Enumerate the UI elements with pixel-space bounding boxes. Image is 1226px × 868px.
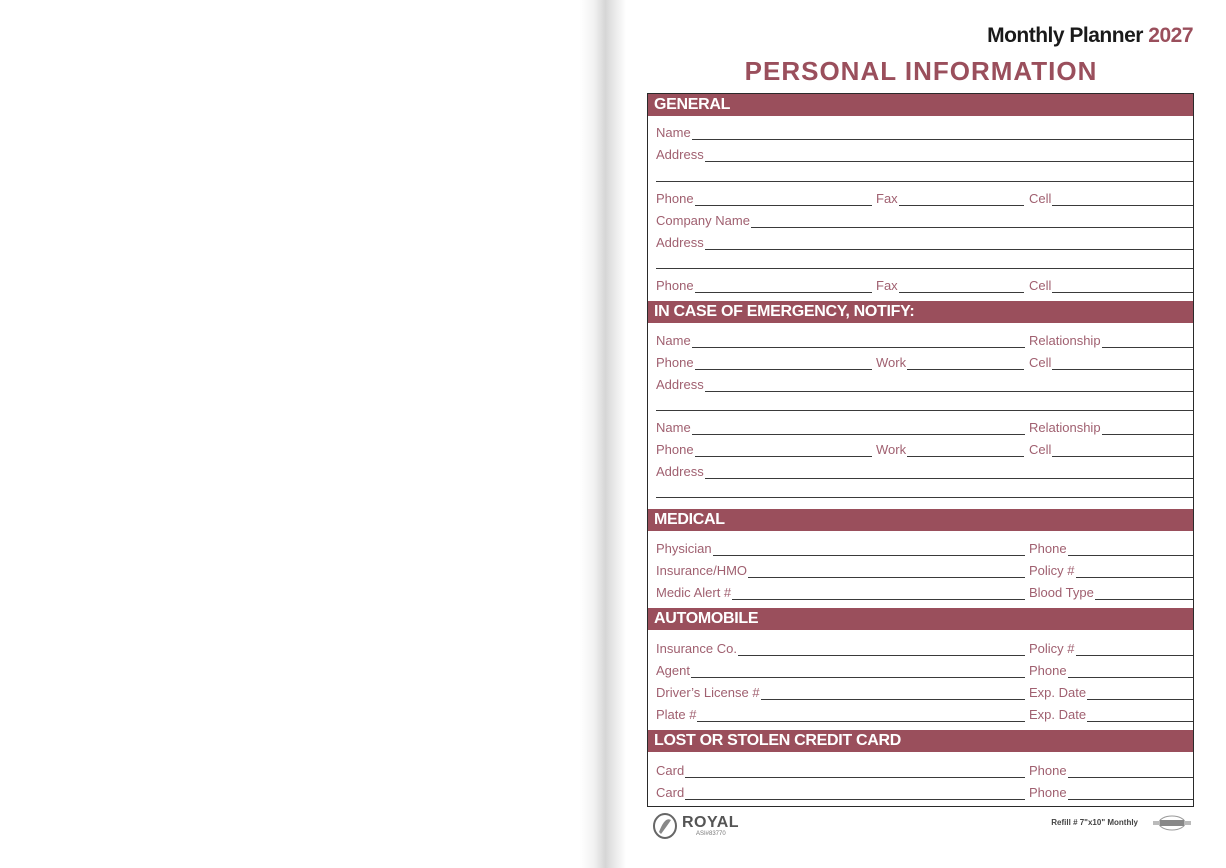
card-2-field[interactable] bbox=[656, 785, 1025, 800]
emergency-2-phone-row bbox=[648, 442, 1193, 457]
auto-license-exp-field[interactable] bbox=[1029, 685, 1193, 700]
emergency-1-work-field[interactable] bbox=[876, 355, 1024, 370]
general-fax-field[interactable] bbox=[876, 191, 1024, 206]
medical-blood-type-field[interactable] bbox=[1029, 585, 1193, 600]
field-label: Cell bbox=[1029, 191, 1052, 206]
field-label: Cell bbox=[1029, 442, 1052, 457]
royal-logo bbox=[651, 812, 739, 840]
emergency-1-phone-row bbox=[648, 355, 1193, 370]
emergency-1-cell-field[interactable] bbox=[1029, 355, 1193, 370]
field-label: Card bbox=[656, 785, 685, 800]
general-company-address-line-2[interactable] bbox=[656, 268, 1193, 269]
card-1-phone-field[interactable] bbox=[1029, 763, 1193, 778]
medical-alert-field[interactable] bbox=[656, 585, 1025, 600]
emergency-1-phone-field[interactable] bbox=[656, 355, 872, 370]
general-company-phone-row bbox=[648, 278, 1193, 293]
field-label: Name bbox=[656, 125, 691, 140]
emergency-2-address-field[interactable] bbox=[656, 464, 1193, 479]
section-emergency-header: IN CASE OF EMERGENCY, NOTIFY: bbox=[648, 301, 1193, 323]
medical-insurance-field[interactable] bbox=[656, 563, 1025, 578]
planner-year: 2027 bbox=[1148, 24, 1193, 47]
field-label: Phone bbox=[656, 278, 694, 293]
field-label: Address bbox=[656, 235, 704, 250]
emergency-2-phone-field[interactable] bbox=[656, 442, 872, 457]
medical-policy-field[interactable] bbox=[1029, 563, 1193, 578]
general-company-row bbox=[648, 213, 1193, 228]
field-label: Policy # bbox=[1029, 641, 1075, 656]
auto-phone-field[interactable] bbox=[1029, 663, 1193, 678]
general-company-field[interactable] bbox=[656, 213, 1193, 228]
card-2-row bbox=[648, 785, 1193, 800]
field-label: Cell bbox=[1029, 278, 1052, 293]
auto-policy-field[interactable] bbox=[1029, 641, 1193, 656]
field-label: Phone bbox=[656, 191, 694, 206]
auto-agent-field[interactable] bbox=[656, 663, 1025, 678]
field-label: Policy # bbox=[1029, 563, 1075, 578]
general-address-line-2[interactable] bbox=[656, 181, 1193, 182]
field-label: Exp. Date bbox=[1029, 707, 1087, 722]
section-credit-card-header: LOST OR STOLEN CREDIT CARD bbox=[648, 730, 1193, 752]
field-label: Work bbox=[876, 442, 907, 457]
general-phone-row bbox=[648, 191, 1193, 206]
general-company-fax-field[interactable] bbox=[876, 278, 1024, 293]
auto-agent-row bbox=[648, 663, 1193, 678]
auto-license-row bbox=[648, 685, 1193, 700]
general-company-address-field[interactable] bbox=[656, 235, 1193, 250]
emergency-2-name-field[interactable] bbox=[656, 420, 1025, 435]
planner-title bbox=[987, 24, 1193, 48]
page-title: PERSONAL INFORMATION bbox=[744, 56, 1098, 86]
general-phone-field[interactable] bbox=[656, 191, 872, 206]
field-label: Relationship bbox=[1029, 333, 1101, 348]
field-label: Exp. Date bbox=[1029, 685, 1087, 700]
personal-info-form bbox=[647, 93, 1194, 807]
field-label: Name bbox=[656, 420, 691, 435]
section-general-header: GENERAL bbox=[648, 94, 1193, 116]
medical-alert-row bbox=[648, 585, 1193, 600]
field-label: Fax bbox=[876, 191, 898, 206]
medical-insurance-row bbox=[648, 563, 1193, 578]
medical-physician-row bbox=[648, 541, 1193, 556]
field-label: Card bbox=[656, 763, 685, 778]
general-cell-field[interactable] bbox=[1029, 191, 1193, 206]
planner-page bbox=[626, 0, 1226, 868]
field-label: Address bbox=[656, 377, 704, 392]
emergency-2-address-row bbox=[648, 464, 1193, 479]
field-label: Company Name bbox=[656, 213, 750, 228]
auto-license-field[interactable] bbox=[656, 685, 1025, 700]
emergency-2-name-row bbox=[648, 420, 1193, 435]
field-label: Phone bbox=[656, 355, 694, 370]
field-label: Work bbox=[876, 355, 907, 370]
royal-swirl-icon bbox=[651, 812, 679, 840]
general-name-field[interactable] bbox=[656, 125, 1193, 140]
field-label: Agent bbox=[656, 663, 690, 678]
refill-text: Refill # 7"x10" Monthly bbox=[1051, 818, 1138, 827]
auto-insurance-field[interactable] bbox=[656, 641, 1025, 656]
section-medical-header: MEDICAL bbox=[648, 509, 1193, 531]
general-address-field[interactable] bbox=[656, 147, 1193, 162]
field-label: Address bbox=[656, 147, 704, 162]
planner-name: Monthly Planner bbox=[987, 24, 1143, 47]
emergency-2-relationship-field[interactable] bbox=[1029, 420, 1193, 435]
auto-plate-row bbox=[648, 707, 1193, 722]
general-company-address-row bbox=[648, 235, 1193, 250]
emergency-1-name-field[interactable] bbox=[656, 333, 1025, 348]
emergency-1-address-line-2[interactable] bbox=[656, 410, 1193, 411]
general-address-row bbox=[648, 147, 1193, 162]
field-label: Phone bbox=[656, 442, 694, 457]
medical-physician-field[interactable] bbox=[656, 541, 1025, 556]
field-label: Phone bbox=[1029, 541, 1067, 556]
field-label: Fax bbox=[876, 278, 898, 293]
medical-phone-field[interactable] bbox=[1029, 541, 1193, 556]
auto-insurance-row bbox=[648, 641, 1193, 656]
field-label: Phone bbox=[1029, 785, 1067, 800]
section-automobile-header: AUTOMOBILE bbox=[648, 608, 1193, 630]
page-gutter-shadow bbox=[580, 0, 626, 868]
general-company-cell-field[interactable] bbox=[1029, 278, 1193, 293]
field-label: Relationship bbox=[1029, 420, 1101, 435]
field-label: Address bbox=[656, 464, 704, 479]
brand-code: ASI#83770 bbox=[696, 831, 726, 837]
card-2-phone-field[interactable] bbox=[1029, 785, 1193, 800]
general-company-phone-field[interactable] bbox=[656, 278, 872, 293]
field-label: Driver’s License # bbox=[656, 685, 760, 700]
card-1-field[interactable] bbox=[656, 763, 1025, 778]
field-label: Cell bbox=[1029, 355, 1052, 370]
field-label: Blood Type bbox=[1029, 585, 1094, 600]
field-label: Physician bbox=[656, 541, 712, 556]
field-label: Phone bbox=[1029, 663, 1067, 678]
field-label: Name bbox=[656, 333, 691, 348]
field-label: Insurance Co. bbox=[656, 641, 737, 656]
auto-plate-field[interactable] bbox=[656, 707, 1025, 722]
emergency-1-relationship-field[interactable] bbox=[1029, 333, 1193, 348]
emergency-1-address-row bbox=[648, 377, 1193, 392]
emergency-1-address-field[interactable] bbox=[656, 377, 1193, 392]
card-1-row bbox=[648, 763, 1193, 778]
field-label: Insurance/HMO bbox=[656, 563, 748, 578]
auto-plate-exp-field[interactable] bbox=[1029, 707, 1193, 722]
made-in-usa-badge-icon bbox=[1151, 814, 1193, 832]
emergency-2-work-field[interactable] bbox=[876, 442, 1024, 457]
brand-name: ROYAL bbox=[682, 814, 740, 831]
emergency-2-address-line-2[interactable] bbox=[656, 497, 1193, 498]
field-label: Plate # bbox=[656, 707, 697, 722]
general-name-row bbox=[648, 125, 1193, 140]
field-label: Medic Alert # bbox=[656, 585, 732, 600]
field-label: Phone bbox=[1029, 763, 1067, 778]
emergency-1-name-row bbox=[648, 333, 1193, 348]
emergency-2-cell-field[interactable] bbox=[1029, 442, 1193, 457]
